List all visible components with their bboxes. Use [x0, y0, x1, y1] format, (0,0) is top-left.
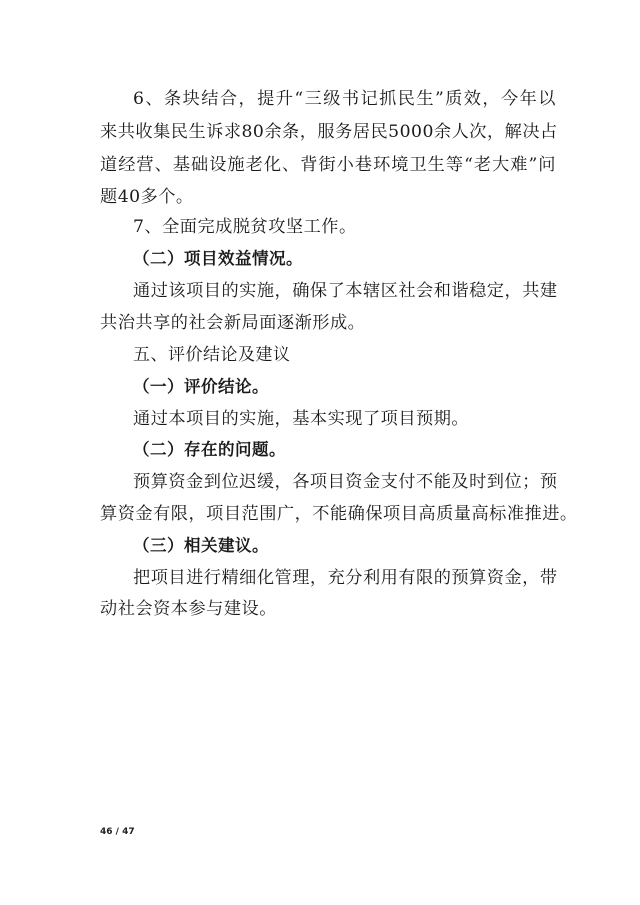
page-number: 46 / 47 — [100, 827, 135, 837]
paragraph-line: 动社会资本参与建设。 — [100, 599, 277, 619]
paragraph-line: 7、全面完成脱贫攻坚工作。 — [133, 217, 357, 237]
paragraph-line: 通过该项目的实施，确保了本辖区社会和谐稳定，共建 — [133, 281, 558, 301]
paragraph-line: 道经营、基础设施老化、背街小巷环境卫生等“老大难”问 — [100, 155, 556, 175]
paragraph-line: 预算资金到位迟缓，各项目资金支付不能及时到位；预 — [133, 472, 558, 492]
paragraph-line: 来共收集民生诉求80余条，服务居民5000余人次，解决占 — [100, 122, 558, 142]
chapter-heading: 五、评价结论及建议 — [133, 345, 291, 365]
paragraph-line: 6、条块结合，提升“三级书记抓民生”质效，今年以 — [133, 89, 556, 109]
paragraph-line: 通过本项目的实施，基本实现了项目预期。 — [133, 409, 470, 429]
paragraph-line: 把项目进行精细化管理，充分利用有限的预算资金，带 — [133, 568, 558, 588]
section-heading: （二）项目效益情况。 — [133, 249, 303, 268]
section-heading: （二）存在的问题。 — [133, 440, 286, 459]
section-heading: （一）评价结论。 — [133, 377, 269, 396]
paragraph-line: 题40多个。 — [100, 187, 194, 207]
paragraph-line: 算资金有限，项目范围广，不能确保项目高质量高标准推进。 — [100, 504, 578, 524]
section-heading: （三）相关建议。 — [133, 536, 269, 555]
paragraph-line: 共治共享的社会新局面逐渐形成。 — [100, 313, 366, 333]
